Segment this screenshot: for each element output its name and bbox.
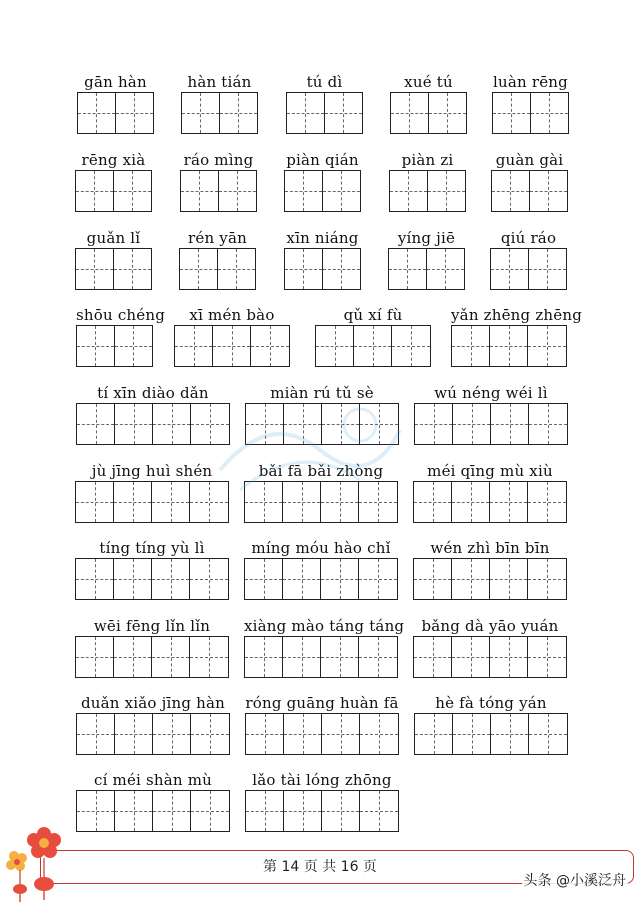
pinyin-label: wén zhì bīn bīn: [430, 539, 550, 557]
tianzige-cell[interactable]: [191, 714, 229, 754]
pinyin-label: wú néng wéi lì: [434, 384, 548, 402]
word-item: [414, 693, 568, 757]
pinyin-label: guàn gài: [495, 151, 564, 169]
tianzige-cell[interactable]: [152, 559, 190, 599]
writing-grid: [179, 248, 256, 290]
tianzige-cell[interactable]: [115, 714, 153, 754]
tianzige-cell[interactable]: [77, 714, 115, 754]
tianzige-cell[interactable]: [360, 791, 398, 831]
writing-grid: [76, 325, 153, 367]
tianzige-cell[interactable]: [245, 559, 283, 599]
tianzige-cell[interactable]: [180, 249, 218, 289]
writing-grid: [180, 170, 257, 212]
tianzige-cell[interactable]: [415, 404, 453, 444]
writing-grid: [245, 790, 399, 832]
word-item: [180, 150, 257, 214]
tianzige-cell[interactable]: [316, 326, 354, 366]
tianzige-cell[interactable]: [190, 482, 228, 522]
writing-grid: [389, 170, 466, 212]
tianzige-cell[interactable]: [323, 249, 360, 289]
tianzige-cell[interactable]: [428, 171, 465, 211]
tianzige-cell[interactable]: [115, 404, 153, 444]
writing-grid: [413, 481, 567, 523]
tianzige-cell[interactable]: [528, 326, 566, 366]
tianzige-cell[interactable]: [490, 482, 528, 522]
tianzige-cell[interactable]: [153, 791, 191, 831]
pinyin-label: yíng jiē: [397, 229, 456, 247]
tianzige-cell[interactable]: [528, 482, 566, 522]
tianzige-cell[interactable]: [153, 404, 191, 444]
word-item: [389, 150, 466, 214]
tianzige-cell[interactable]: [492, 171, 530, 211]
tianzige-cell[interactable]: [283, 559, 321, 599]
tianzige-cell[interactable]: [287, 93, 325, 133]
tianzige-cell[interactable]: [182, 93, 220, 133]
pinyin-label: jù jīng huì shén: [91, 462, 213, 480]
tianzige-cell[interactable]: [490, 559, 528, 599]
tianzige-cell[interactable]: [114, 171, 151, 211]
writing-grid: [451, 325, 567, 367]
tianzige-cell[interactable]: [114, 559, 152, 599]
writing-grid: [388, 248, 465, 290]
tianzige-cell[interactable]: [246, 714, 284, 754]
tianzige-cell[interactable]: [452, 559, 490, 599]
tianzige-cell[interactable]: [359, 637, 397, 677]
pinyin-label: qiú ráo: [500, 229, 557, 247]
pinyin-label: tí xīn diào dǎn: [97, 384, 209, 402]
pinyin-label: qǔ xí fù: [343, 306, 403, 324]
tianzige-cell[interactable]: [77, 326, 115, 366]
tianzige-cell[interactable]: [153, 714, 191, 754]
pinyin-label: tú dì: [306, 73, 343, 91]
writing-grid: [244, 558, 398, 600]
writing-grid: [76, 713, 230, 755]
tianzige-cell[interactable]: [323, 171, 360, 211]
pinyin-label: rén yān: [188, 229, 247, 247]
tianzige-cell[interactable]: [528, 559, 566, 599]
word-item: [244, 538, 398, 602]
pinyin-label: xué tú: [404, 73, 453, 91]
writing-grid: [413, 558, 567, 600]
tianzige-cell[interactable]: [152, 482, 190, 522]
tianzige-cell[interactable]: [181, 171, 219, 211]
tianzige-cell[interactable]: [427, 249, 464, 289]
tianzige-cell[interactable]: [76, 482, 114, 522]
word-item: [284, 150, 361, 214]
writing-grid: [244, 481, 398, 523]
pinyin-label: hàn tián: [187, 73, 252, 91]
word-item: [245, 693, 399, 757]
tianzige-cell[interactable]: [325, 93, 362, 133]
writing-grid: [77, 92, 154, 134]
word-item: [76, 383, 230, 447]
tianzige-cell[interactable]: [190, 637, 228, 677]
word-item: [245, 770, 399, 834]
tianzige-cell[interactable]: [76, 559, 114, 599]
pinyin-label: xī mén bào: [189, 306, 275, 324]
word-item: [75, 616, 229, 680]
tianzige-cell[interactable]: [246, 791, 284, 831]
word-item: [413, 538, 567, 602]
tianzige-cell[interactable]: [76, 637, 114, 677]
tianzige-cell[interactable]: [284, 714, 322, 754]
tianzige-cell[interactable]: [283, 637, 321, 677]
pinyin-label: bǎi fā bǎi zhòng: [258, 462, 384, 480]
tianzige-cell[interactable]: [114, 482, 152, 522]
tianzige-cell[interactable]: [245, 637, 283, 677]
writing-grid: [75, 170, 152, 212]
pinyin-label: xīn niáng: [286, 229, 359, 247]
word-item: [244, 461, 398, 525]
tianzige-cell[interactable]: [284, 791, 322, 831]
word-item: [76, 693, 230, 757]
writing-grid: [181, 92, 258, 134]
word-item: [388, 228, 465, 292]
tianzige-cell[interactable]: [389, 249, 427, 289]
pinyin-label: wēi fēng lǐn lǐn: [93, 617, 211, 635]
writing-grid: [75, 558, 229, 600]
tianzige-cell[interactable]: [220, 93, 257, 133]
tianzige-cell[interactable]: [114, 637, 152, 677]
writing-grid: [413, 636, 567, 678]
writing-grid: [414, 403, 568, 445]
tianzige-cell[interactable]: [114, 249, 151, 289]
word-item: [286, 72, 363, 136]
tianzige-cell[interactable]: [491, 714, 529, 754]
word-item: [76, 770, 230, 834]
word-item: [76, 305, 166, 369]
tianzige-cell[interactable]: [392, 326, 430, 366]
tianzige-cell[interactable]: [245, 482, 283, 522]
word-item: [174, 305, 290, 369]
flower-lantern-icon: [0, 820, 78, 905]
tianzige-cell[interactable]: [531, 93, 568, 133]
writing-grid: [75, 636, 229, 678]
pinyin-label: méi qīng mù xiù: [427, 462, 553, 480]
pinyin-label: ráo mìng: [183, 151, 254, 169]
tianzige-cell[interactable]: [360, 404, 398, 444]
tianzige-cell[interactable]: [452, 637, 490, 677]
word-item: [77, 72, 154, 136]
pinyin-label: hè fà tóng yán: [435, 694, 547, 712]
pinyin-label: yǎn zhēng zhēng: [451, 306, 583, 324]
word-item: [75, 538, 229, 602]
tianzige-cell[interactable]: [453, 404, 491, 444]
writing-grid: [245, 713, 399, 755]
pinyin-label: piàn zi: [401, 151, 454, 169]
tianzige-cell[interactable]: [77, 791, 115, 831]
tianzige-cell[interactable]: [251, 326, 289, 366]
writing-grid: [286, 92, 363, 134]
tianzige-cell[interactable]: [115, 326, 152, 366]
writing-grid: [245, 403, 399, 445]
tianzige-cell[interactable]: [321, 559, 359, 599]
pinyin-label: gān hàn: [84, 73, 147, 91]
word-item: [284, 228, 361, 292]
word-item: [414, 383, 568, 447]
tianzige-cell[interactable]: [175, 326, 213, 366]
pinyin-label: duǎn xiǎo jīng hàn: [81, 694, 225, 712]
tianzige-cell[interactable]: [490, 637, 528, 677]
tianzige-cell[interactable]: [321, 637, 359, 677]
tianzige-cell[interactable]: [322, 714, 360, 754]
tianzige-cell[interactable]: [77, 404, 115, 444]
writing-grid: [75, 481, 229, 523]
pinyin-label: róng guāng huàn fā: [245, 694, 399, 712]
pinyin-label: rēng xià: [81, 151, 146, 169]
tianzige-cell[interactable]: [218, 249, 255, 289]
pinyin-label: piàn qián: [286, 151, 359, 169]
tianzige-cell[interactable]: [152, 637, 190, 677]
tianzige-cell[interactable]: [190, 559, 228, 599]
tianzige-cell[interactable]: [321, 482, 359, 522]
tianzige-cell[interactable]: [414, 637, 452, 677]
tianzige-cell[interactable]: [530, 171, 567, 211]
tianzige-cell[interactable]: [76, 171, 114, 211]
word-item: [390, 72, 467, 136]
tianzige-cell[interactable]: [284, 404, 322, 444]
word-item: [490, 228, 567, 292]
tianzige-cell[interactable]: [528, 637, 566, 677]
tianzige-cell[interactable]: [283, 482, 321, 522]
word-item: [75, 150, 152, 214]
tianzige-cell[interactable]: [78, 93, 116, 133]
tianzige-cell[interactable]: [116, 93, 153, 133]
writing-grid: [76, 403, 230, 445]
tianzige-cell[interactable]: [359, 482, 397, 522]
tianzige-cell[interactable]: [322, 404, 360, 444]
page-number: 第 14 页 共 16 页: [263, 859, 377, 875]
tianzige-cell[interactable]: [414, 559, 452, 599]
word-item: [244, 616, 405, 680]
tianzige-cell[interactable]: [360, 714, 398, 754]
tianzige-cell[interactable]: [322, 791, 360, 831]
writing-grid: [414, 713, 568, 755]
tianzige-cell[interactable]: [490, 326, 528, 366]
pinyin-label: tíng tíng yù lì: [99, 539, 205, 557]
word-item: [492, 72, 569, 136]
tianzige-cell[interactable]: [246, 404, 284, 444]
tianzige-cell[interactable]: [491, 249, 529, 289]
writing-grid: [490, 248, 567, 290]
tianzige-cell[interactable]: [354, 326, 392, 366]
tianzige-cell[interactable]: [529, 249, 566, 289]
writing-grid: [492, 92, 569, 134]
tianzige-cell[interactable]: [529, 714, 567, 754]
word-item: [75, 228, 152, 292]
tianzige-cell[interactable]: [390, 171, 428, 211]
tianzige-cell[interactable]: [76, 249, 114, 289]
writing-grid: [390, 92, 467, 134]
tianzige-cell[interactable]: [529, 404, 567, 444]
writing-grid: [491, 170, 568, 212]
tianzige-cell[interactable]: [415, 714, 453, 754]
tianzige-cell[interactable]: [213, 326, 251, 366]
word-item: [451, 305, 583, 369]
word-item: [491, 150, 568, 214]
word-item: [413, 461, 567, 525]
tianzige-cell[interactable]: [429, 93, 466, 133]
pinyin-label: míng móu hào chǐ: [251, 539, 391, 557]
pinyin-label: lǎo tài lóng zhōng: [252, 771, 392, 789]
tianzige-cell[interactable]: [391, 93, 429, 133]
pinyin-label: xiàng mào táng táng: [244, 617, 405, 635]
writing-grid: [76, 790, 230, 832]
word-item: [245, 383, 399, 447]
word-item: [315, 305, 431, 369]
writing-grid: [244, 636, 398, 678]
writing-grid: [174, 325, 290, 367]
tianzige-cell[interactable]: [191, 404, 229, 444]
pinyin-label: guǎn lǐ: [86, 229, 141, 247]
tianzige-cell[interactable]: [453, 714, 491, 754]
pinyin-label: luàn rēng: [493, 73, 568, 91]
word-item: [179, 228, 256, 292]
word-item: [181, 72, 258, 136]
tianzige-cell[interactable]: [359, 559, 397, 599]
pinyin-label: bǎng dà yāo yuán: [421, 617, 559, 635]
tianzige-cell[interactable]: [452, 482, 490, 522]
pinyin-label: shōu chéng: [76, 306, 166, 324]
brand-watermark: 头条 @小溪泛舟: [522, 870, 628, 890]
writing-grid: [284, 170, 361, 212]
word-item: [75, 461, 229, 525]
tianzige-cell[interactable]: [452, 326, 490, 366]
writing-grid: [315, 325, 431, 367]
writing-grid: [75, 248, 152, 290]
tianzige-cell[interactable]: [285, 249, 323, 289]
word-item: [413, 616, 567, 680]
tianzige-cell[interactable]: [414, 482, 452, 522]
tianzige-cell[interactable]: [115, 791, 153, 831]
writing-grid: [284, 248, 361, 290]
pinyin-label: cí méi shàn mù: [93, 771, 213, 789]
tianzige-cell[interactable]: [491, 404, 529, 444]
tianzige-cell[interactable]: [219, 171, 256, 211]
tianzige-cell[interactable]: [493, 93, 531, 133]
pinyin-label: miàn rú tǔ sè: [270, 384, 374, 402]
tianzige-cell[interactable]: [191, 791, 229, 831]
tianzige-cell[interactable]: [285, 171, 323, 211]
